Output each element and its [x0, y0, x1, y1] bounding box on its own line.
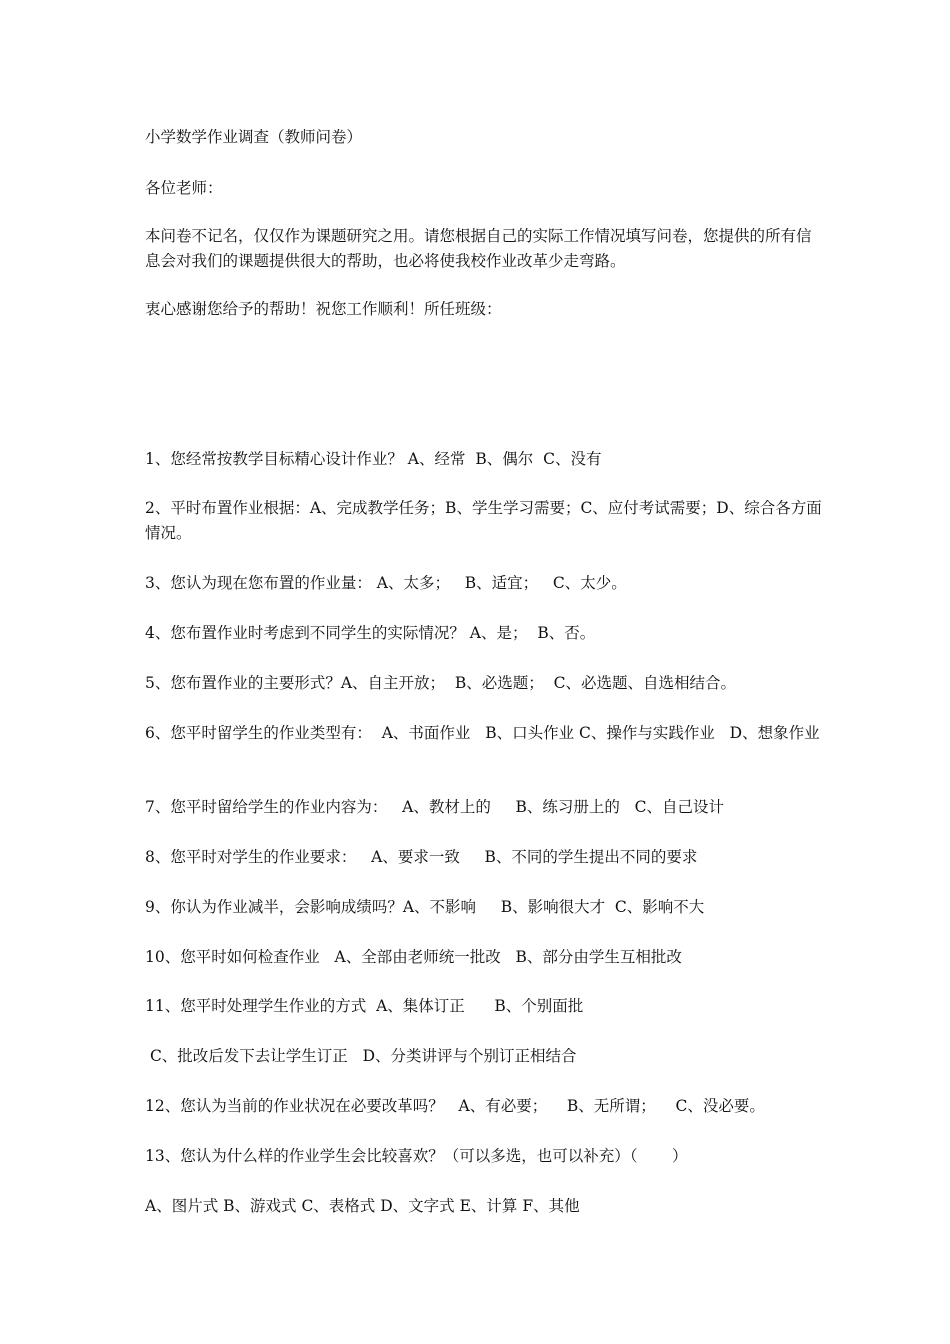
document-title: 小学数学作业调查（教师问卷） [145, 128, 363, 146]
question-4: 4、您布置作业时考虑到不同学生的实际情况？ A、是； B、否。 [145, 624, 596, 642]
question-1: 1、您经常按教学目标精心设计作业？ A、经常 B、偶尔 C、没有 [145, 450, 602, 468]
question-13: 13、您认为什么样的作业学生会比较喜欢？（可以多选，也可以补充）（ ） [145, 1147, 688, 1165]
question-11-options: C、批改后发下去让学生订正 D、分类讲评与个别订正相结合 [145, 1047, 577, 1065]
question-9: 9、你认为作业减半，会影响成绩吗？A、不影响 B、影响很大才 C、影响不大 [145, 898, 705, 916]
question-8: 8、您平时对学生的作业要求： A、要求一致 B、不同的学生提出不同的要求 [145, 848, 698, 866]
question-6: 6、您平时留学生的作业类型有： A、书面作业 B、口头作业 C、操作与实践作业 D、想象作业 [145, 724, 820, 742]
question-5: 5、您布置作业的主要形式？A、自主开放； B、必选题； C、必选题、自选相结合。 [145, 674, 737, 692]
question-3: 3、您认为现在您布置的作业量： A、太多； B、适宜； C、太少。 [145, 574, 627, 592]
question-13-options: A、图片式 B、游戏式 C、表格式 D、文字式 E、计算 F、其他 [145, 1197, 580, 1215]
question-12: 12、您认为当前的作业状况在必要改革吗？ A、有必要； B、无所谓； C、没必要。 [145, 1097, 765, 1115]
question-10: 10、您平时如何检查作业 A、全部由老师统一批改 B、部分由学生互相批改 [145, 948, 682, 966]
question-2: 2、平时布置作业根据：A、完成教学任务；B、学生学习需要；C、应付考试需要；D、综合各方面情况。 [145, 499, 822, 542]
intro-paragraph: 本问卷不记名，仅仅作为课题研究之用。请您根据自己的实际工作情况填写问卷，您提供的所有信息会对我们的课题提供很大的帮助，也必将使我校作业改革少走弯路。 [145, 227, 812, 270]
question-11: 11、您平时处理学生作业的方式 A、集体订正 B、个别面批 [145, 997, 584, 1015]
greeting: 各位老师： [145, 179, 223, 197]
thanks-line: 衷心感谢您给予的帮助！祝您工作顺利！所任班级： [145, 300, 502, 318]
question-7: 7、您平时留给学生的作业内容为： A、教材上的 B、练习册上的 C、自己设计 [145, 798, 725, 816]
